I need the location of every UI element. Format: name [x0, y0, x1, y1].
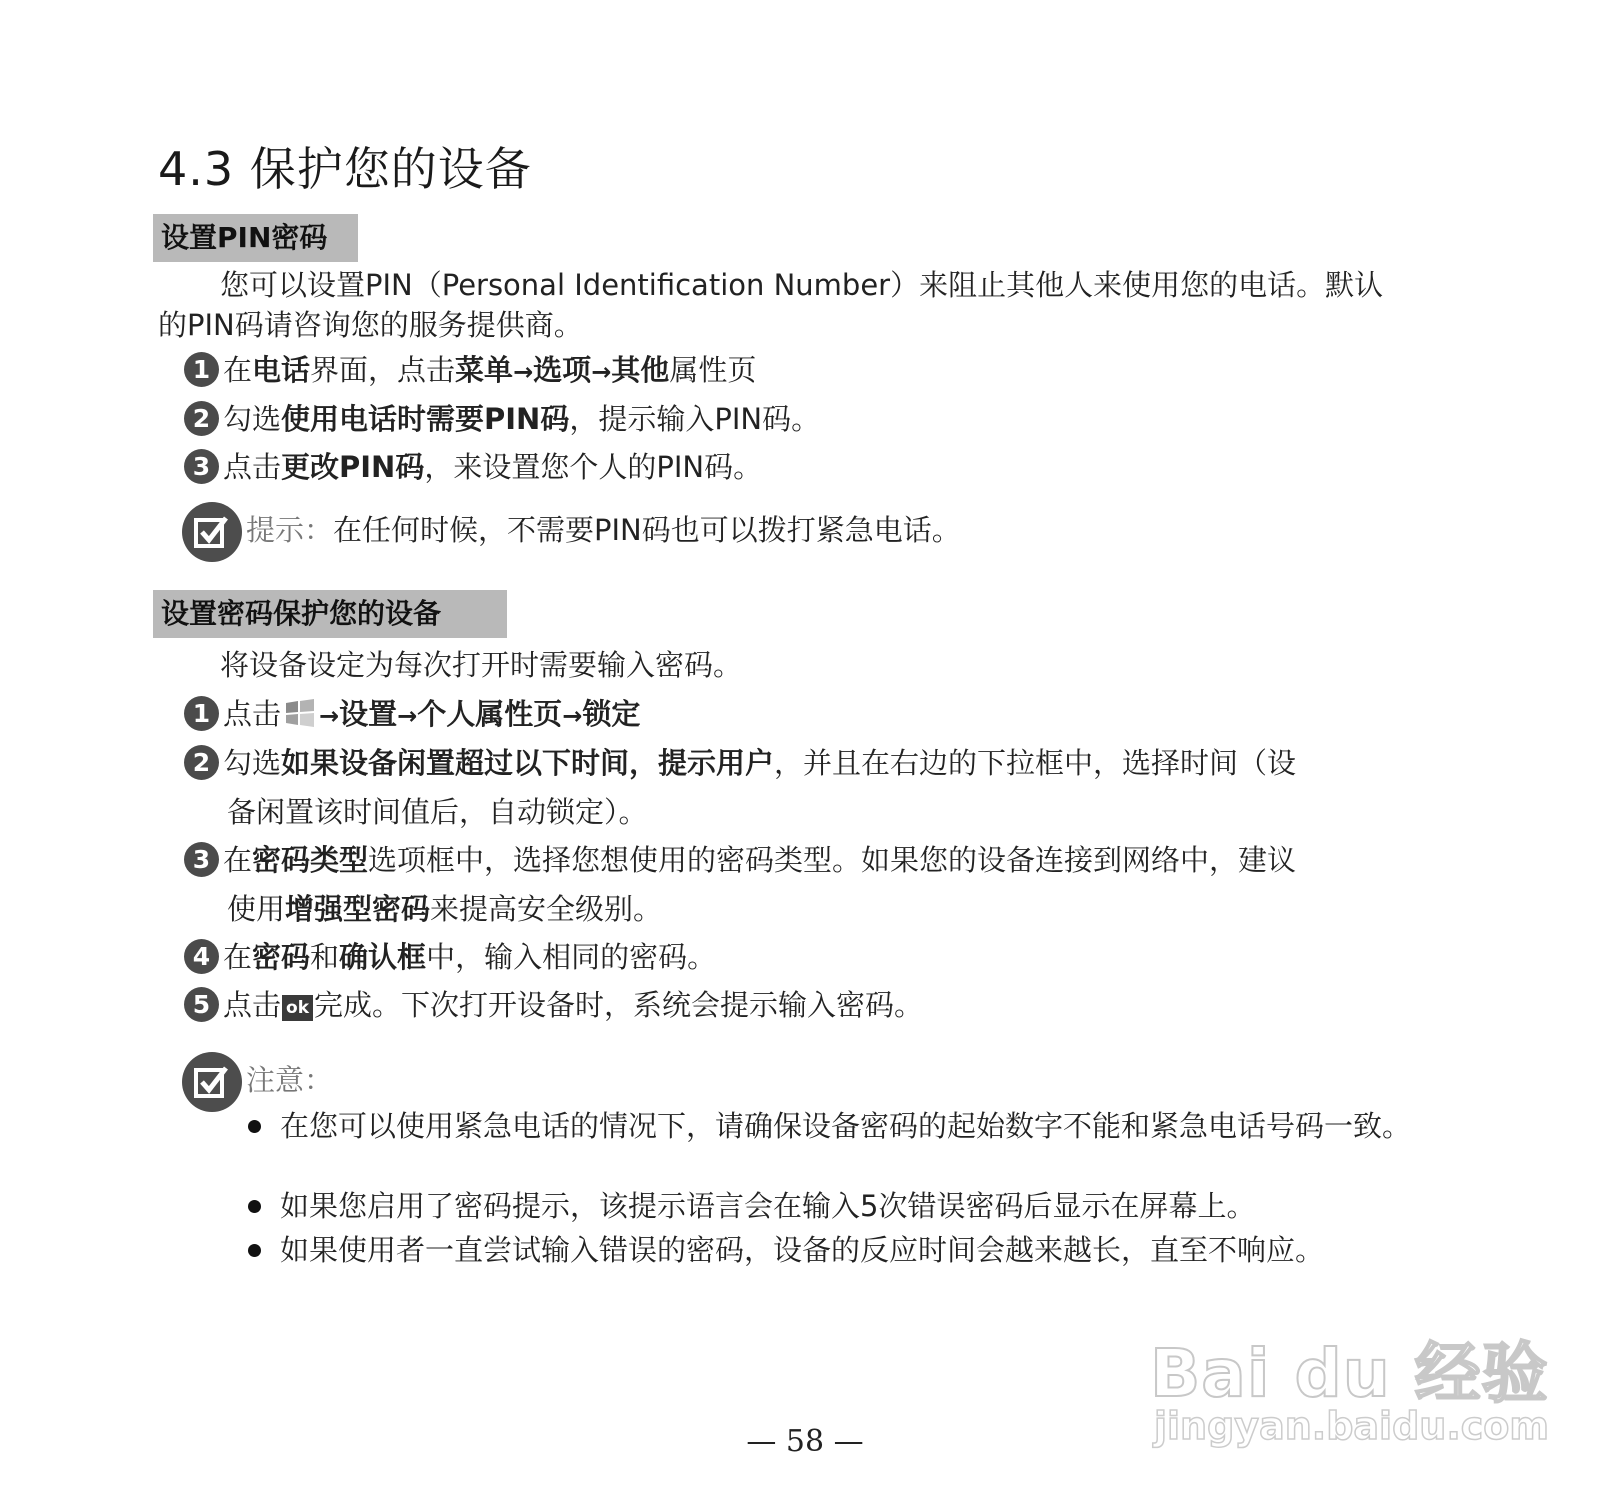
step-text: 勾选	[223, 402, 282, 436]
tip-text: 在任何时候，不需要PIN码也可以拨打紧急电话。	[333, 513, 961, 547]
step-bold-term: 电话	[252, 353, 311, 387]
step-text: 来提高安全级别。	[430, 892, 663, 926]
step-number-badge: 4	[184, 939, 219, 974]
chapter-title: 4.3 保护您的设备	[158, 142, 532, 196]
bullet-icon	[248, 1120, 261, 1133]
windows-start-icon	[283, 695, 317, 725]
step-text: 属性页	[669, 353, 757, 387]
step-bold-term: 密码	[252, 940, 311, 974]
step-text: 完成。下次打开设备时，系统会提示输入密码。	[314, 988, 924, 1022]
step-number-badge: 1	[184, 696, 219, 731]
pin-tip	[182, 500, 961, 562]
bullet-text: 在您可以使用紧急电话的情况下，请确保设备密码的起始数字不能和紧急电话号码一致。	[280, 1109, 1412, 1143]
step-text: ，提示输入PIN码。	[569, 402, 821, 436]
step-bold-term: 个人属性页	[417, 697, 563, 731]
step-number-badge: 2	[184, 745, 219, 780]
ok-icon: ok	[282, 995, 313, 1021]
password-step-3	[184, 836, 1444, 934]
step-bold-term: 其他	[611, 353, 670, 387]
watermark-logo-text: Bai du 经验	[1150, 1335, 1549, 1412]
step-bold-term: 如果设备闲置超过以下时间，提示用户	[281, 746, 775, 780]
step-text: 勾选	[223, 746, 282, 780]
baidu-watermark	[1150, 1320, 1549, 1450]
step-text: ，来设置您个人的PIN码。	[424, 450, 763, 484]
checkbox-note-icon	[182, 1052, 242, 1112]
arrow-icon: →	[319, 702, 340, 730]
password-step-2	[184, 739, 1444, 837]
step-bold-term: 更改PIN码	[281, 450, 425, 484]
step-text: 在	[223, 940, 253, 974]
step-text: 点击	[223, 988, 282, 1022]
step-text: 使用	[227, 892, 286, 926]
step-bold-term: 增强型密码	[285, 892, 431, 926]
step-text: 界面，点击	[310, 353, 456, 387]
step-text: 在	[223, 353, 253, 387]
step-text: 中，输入相同的密码。	[426, 940, 717, 974]
step-bold-term: 设置	[339, 697, 398, 731]
step-number-badge: 2	[184, 401, 219, 436]
password-intro: 将设备设定为每次打开时需要输入密码。	[220, 648, 743, 682]
note-bullet-item	[248, 1230, 1418, 1270]
pin-intro-line1: 您可以设置PIN（Personal Identification Number）来阻止其他人来使用您的电话。默认	[220, 268, 1384, 302]
step-text: 和	[310, 940, 340, 974]
note-label: 注意：	[246, 1063, 334, 1097]
password-step-5	[184, 981, 1444, 1030]
pin-step-1	[184, 346, 1444, 397]
step-text: 点击	[223, 697, 282, 731]
step-line	[184, 836, 1444, 885]
bullet-icon	[248, 1244, 261, 1257]
step-bold-term: 选项	[533, 353, 592, 387]
bullet-icon	[248, 1200, 261, 1213]
page-number: — 58 —	[746, 1424, 864, 1459]
pin-step-3	[184, 443, 1444, 492]
step-number-badge: 5	[184, 987, 219, 1022]
step-bold-term: 密码类型	[252, 843, 369, 877]
section-heading-pin: 设置PIN密码	[153, 214, 358, 262]
pin-step-2	[184, 395, 1444, 444]
password-note	[182, 1050, 333, 1112]
password-step-1	[184, 690, 1444, 741]
arrow-icon: →	[591, 358, 612, 386]
step-continuation	[184, 885, 1444, 934]
step-bold-term: 使用电话时需要PIN码	[281, 402, 570, 436]
step-line	[184, 739, 1444, 788]
step-text: 选项框中，选择您想使用的密码类型。如果您的设备连接到网络中，建议	[368, 843, 1297, 877]
step-number-badge: 1	[184, 352, 219, 387]
step-bold-term: 菜单	[455, 353, 514, 387]
section-heading-password: 设置密码保护您的设备	[153, 590, 507, 638]
watermark-url-text: jingyan.baidu.com	[1154, 1404, 1549, 1448]
step-text: 在	[223, 843, 253, 877]
bullet-text: 如果使用者一直尝试输入错误的密码，设备的反应时间会越来越长，直至不响应。	[280, 1233, 1325, 1267]
step-number-badge: 3	[184, 449, 219, 484]
pin-intro-line2: 的PIN码请咨询您的服务提供商。	[158, 308, 583, 342]
note-bullet-item	[248, 1106, 1418, 1146]
note-bullet-item	[248, 1186, 1418, 1226]
step-text: 点击	[223, 450, 282, 484]
arrow-icon: →	[562, 702, 583, 730]
step-continuation: 备闲置该时间值后，自动锁定）。	[227, 795, 648, 829]
password-step-4	[184, 933, 1444, 982]
step-bold-term: 锁定	[582, 697, 641, 731]
arrow-icon: →	[513, 358, 534, 386]
step-number-badge: 3	[184, 842, 219, 877]
step-text: ，并且在右边的下拉框中，选择时间（设	[774, 746, 1297, 780]
arrow-icon: →	[397, 702, 418, 730]
checkbox-note-icon	[182, 502, 242, 562]
tip-label: 提示：	[246, 513, 334, 547]
step-bold-term: 确认框	[339, 940, 427, 974]
bullet-text: 如果您启用了密码提示，该提示语言会在输入5次错误密码后显示在屏幕上。	[280, 1189, 1256, 1223]
